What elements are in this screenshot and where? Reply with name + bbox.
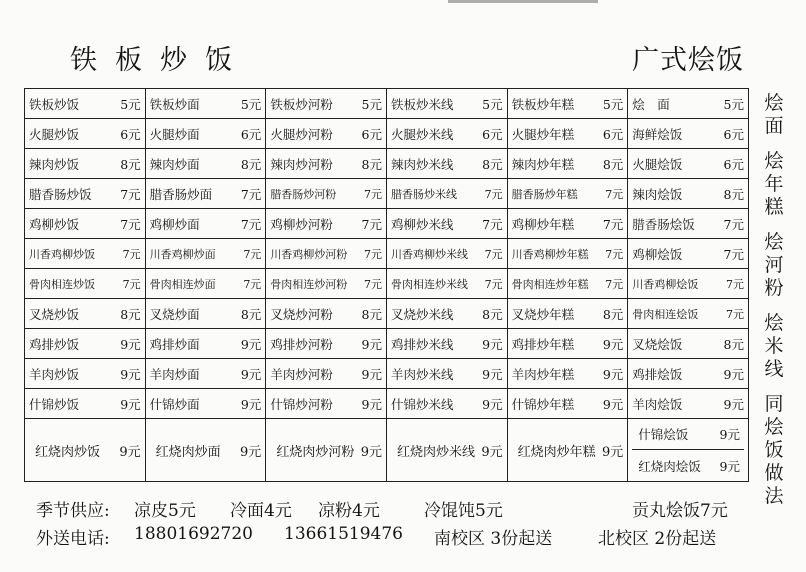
item-price: 9元 (482, 396, 503, 412)
menu-row (25, 209, 749, 239)
item-name: 辣肉烩饭 (632, 186, 683, 202)
menu-item (25, 239, 146, 269)
item-price: 7元 (243, 247, 262, 261)
menu-item (266, 149, 387, 179)
item-name: 叉烧炒米线 (390, 306, 454, 322)
item-name: 鸡排烩饭 (632, 366, 683, 382)
item-name: 火腿烩饭 (632, 156, 683, 172)
menu-item (507, 419, 628, 482)
menu-item (25, 209, 146, 239)
item-name: 叉烧炒年糕 (511, 306, 575, 322)
item-name: 羊肉炒河粉 (270, 366, 333, 382)
item-name: 鸡柳炒年糕 (511, 216, 575, 232)
item-name: 鸡排炒饭 (29, 336, 80, 352)
item-name: 鸡柳烩饭 (632, 246, 683, 262)
menu-table (24, 88, 749, 482)
side-note (760, 92, 788, 508)
item-name: 川香鸡柳炒河粉 (270, 247, 348, 261)
delivery-south: 南校区 3份起送 (434, 529, 553, 549)
item-name: 骨肉相连炒河粉 (270, 277, 348, 291)
item-price: 8元 (482, 156, 503, 172)
item-price: 9元 (719, 427, 740, 442)
menu-item (25, 119, 146, 149)
menu-item (628, 299, 749, 329)
menu-item (507, 89, 628, 119)
item-price: 5元 (723, 96, 744, 112)
item-name: 什锦炒饭 (29, 396, 80, 412)
phone-number: 18801692720 (134, 524, 253, 544)
item-name: 红烧肉炒饭 (35, 444, 101, 460)
item-name: 川香鸡柳炒面 (149, 247, 216, 261)
item-price: 7元 (363, 247, 382, 261)
item-name: 骨肉相连炒米线 (390, 277, 468, 291)
item-price: 6元 (723, 156, 744, 172)
menu-item (266, 209, 387, 239)
menu-item (25, 359, 146, 389)
item-name: 鸡柳炒河粉 (270, 216, 333, 232)
item-name: 腊香肠炒面 (149, 186, 213, 202)
menu-item (386, 389, 507, 419)
item-price: 9元 (120, 366, 141, 382)
seasonal-label: 季节供应: (36, 501, 110, 521)
item-name: 鸡排炒年糕 (511, 336, 575, 352)
item-price: 9元 (361, 396, 382, 412)
menu-item (628, 89, 749, 119)
item-price: 9元 (240, 396, 262, 412)
item-price: 8元 (240, 306, 262, 322)
title-cantonese-stewed-rice: 广式烩饭 (632, 45, 744, 76)
menu-item (507, 359, 628, 389)
item-price: 7元 (484, 277, 503, 291)
item-price: 9元 (120, 336, 141, 352)
delivery-north: 北校区 2份起送 (598, 529, 717, 549)
menu-row (25, 269, 749, 299)
item-price: 9元 (723, 366, 744, 382)
menu-item (266, 299, 387, 329)
item-name: 火腿炒面 (149, 126, 200, 142)
item-name: 叉烧烩饭 (632, 336, 683, 352)
item-price: 6元 (723, 126, 744, 142)
menu-item (266, 89, 387, 119)
item-price: 9元 (240, 366, 262, 382)
item-name: 鸡柳炒饭 (29, 216, 80, 232)
item-name: 什锦炒米线 (390, 396, 454, 412)
item-price: 9元 (361, 366, 382, 382)
item-price: 8元 (240, 156, 262, 172)
phone-number: 13661519476 (284, 524, 403, 544)
side-note-item: 烩年糕 (764, 150, 784, 218)
menu-item (25, 389, 146, 419)
menu-item (632, 450, 744, 481)
item-price: 7元 (122, 277, 141, 291)
side-note-item: 同烩饭做法 (764, 393, 784, 507)
menu-item (628, 179, 749, 209)
item-price: 8元 (482, 306, 503, 322)
menu-row (25, 359, 749, 389)
menu-item (632, 419, 744, 450)
item-name: 腊香肠炒饭 (29, 186, 92, 202)
item-name: 川香鸡柳炒饭 (29, 247, 95, 261)
item-price: 7元 (243, 277, 262, 291)
item-price: 7元 (605, 277, 624, 291)
menu-item (25, 269, 146, 299)
menu-item (145, 269, 266, 299)
item-price: 8元 (602, 306, 624, 322)
menu-item (507, 209, 628, 239)
item-price: 9元 (602, 336, 624, 352)
item-name: 叉烧炒饭 (29, 306, 80, 322)
menu-item (386, 89, 507, 119)
menu-item (25, 179, 146, 209)
menu-row (25, 179, 749, 209)
menu-item (386, 359, 507, 389)
menu-row (25, 119, 749, 149)
item-name: 什锦炒河粉 (270, 396, 333, 412)
item-price: 9元 (240, 444, 262, 460)
item-price: 7元 (120, 186, 141, 202)
item-price: 7元 (363, 187, 382, 201)
menu-row (25, 239, 749, 269)
item-price: 8元 (361, 156, 382, 172)
item-name: 辣肉炒面 (149, 156, 200, 172)
item-name: 红烧肉炒河粉 (276, 444, 355, 460)
menu-item (507, 179, 628, 209)
menu-item (628, 329, 749, 359)
item-name: 鸡排炒面 (149, 336, 200, 352)
menu-item (386, 149, 507, 179)
menu-item (266, 359, 387, 389)
item-price: 6元 (240, 126, 262, 142)
item-price: 8元 (361, 306, 382, 322)
side-note-item: 烩面 (764, 92, 784, 137)
item-price: 8元 (120, 156, 141, 172)
item-price: 7元 (122, 247, 141, 261)
menu-item (628, 119, 749, 149)
menu-item (507, 149, 628, 179)
title-fried-rice: 铁板炒饭 (70, 45, 250, 76)
item-name: 鸡柳炒面 (149, 216, 200, 232)
menu-item (386, 179, 507, 209)
item-name: 海鲜烩饭 (632, 126, 683, 142)
item-price: 5元 (240, 96, 262, 112)
menu-row (25, 419, 749, 482)
item-price: 7元 (484, 247, 503, 261)
side-note-item: 烩河粉 (764, 231, 784, 299)
menu-item (507, 269, 628, 299)
item-price: 7元 (240, 186, 262, 202)
item-price: 9元 (602, 366, 624, 382)
menu-item (386, 329, 507, 359)
item-name: 辣肉炒饭 (29, 156, 80, 172)
menu-item (386, 239, 507, 269)
menu-item (266, 269, 387, 299)
seasonal-item: 凉粉4元 (318, 501, 380, 521)
menu-item (507, 329, 628, 359)
menu-item (145, 329, 266, 359)
menu-item (266, 179, 387, 209)
menu-item (25, 149, 146, 179)
item-name: 烩 面 (632, 96, 670, 112)
item-price: 9元 (482, 336, 503, 352)
menu-item (507, 389, 628, 419)
item-name: 火腿炒河粉 (270, 126, 333, 142)
item-name: 辣肉炒河粉 (270, 156, 333, 172)
menu-item (145, 119, 266, 149)
menu-item (145, 209, 266, 239)
special-item: 贡丸烩饭7元 (632, 501, 728, 521)
item-price: 7元 (363, 277, 382, 291)
item-price: 9元 (723, 396, 744, 412)
menu-item (266, 419, 387, 482)
item-price: 9元 (482, 366, 503, 382)
item-name: 羊肉炒饭 (29, 366, 80, 382)
menu-item (386, 299, 507, 329)
item-name: 铁板炒饭 (29, 96, 80, 112)
item-price: 9元 (602, 444, 624, 460)
item-price: 5元 (602, 96, 624, 112)
item-name: 火腿炒米线 (390, 126, 454, 142)
menu-item (628, 209, 749, 239)
item-price: 9元 (602, 396, 624, 412)
phone-label: 外送电话: (36, 529, 110, 549)
item-name: 什锦炒面 (149, 396, 200, 412)
item-price: 7元 (240, 216, 262, 232)
menu-item (507, 119, 628, 149)
seasonal-item: 冷馄饨5元 (424, 501, 503, 521)
item-name: 川香鸡柳烩饭 (632, 277, 699, 291)
item-name: 铁板炒米线 (390, 96, 454, 112)
item-name: 铁板炒面 (149, 96, 200, 112)
menu-item (145, 239, 266, 269)
scan-artifact (448, 0, 598, 3)
item-price: 8元 (602, 156, 624, 172)
item-name: 骨肉相连炒饭 (29, 277, 95, 291)
item-name: 骨肉相连炒面 (149, 277, 216, 291)
menu-item (628, 149, 749, 179)
menu-item (507, 239, 628, 269)
item-name: 叉烧炒面 (149, 306, 200, 322)
item-name: 鸡排炒米线 (390, 336, 454, 352)
item-price: 7元 (482, 216, 503, 232)
menu-row (25, 149, 749, 179)
item-price: 9元 (481, 444, 503, 460)
item-price: 5元 (482, 96, 503, 112)
menu-item (266, 329, 387, 359)
item-price: 8元 (120, 306, 141, 322)
item-name: 铁板炒河粉 (270, 96, 333, 112)
menu-item (266, 119, 387, 149)
menu-item (628, 269, 749, 299)
menu-item (386, 269, 507, 299)
item-price: 9元 (719, 458, 740, 474)
menu-item (145, 389, 266, 419)
item-name: 腊香肠烩饭 (632, 216, 695, 232)
item-name: 火腿炒饭 (29, 126, 80, 142)
item-name: 羊肉炒年糕 (511, 366, 575, 382)
item-price: 9元 (360, 444, 382, 460)
menu-item-split (628, 419, 749, 482)
menu-item (628, 359, 749, 389)
item-price: 5元 (361, 96, 382, 112)
item-name: 叉烧炒河粉 (270, 306, 333, 322)
item-price: 6元 (361, 126, 382, 142)
menu-item (145, 89, 266, 119)
menu-row (25, 89, 749, 119)
item-name: 羊肉炒米线 (390, 366, 454, 382)
menu-item (628, 239, 749, 269)
item-name: 腊香肠炒米线 (390, 187, 457, 201)
item-name: 鸡柳炒米线 (390, 216, 454, 232)
menu-item (386, 419, 507, 482)
item-price: 7元 (726, 307, 744, 321)
side-note-item: 烩米线 (764, 312, 784, 380)
item-name: 羊肉炒面 (149, 366, 200, 382)
seasonal-item: 冷面4元 (230, 501, 292, 521)
menu-item (25, 329, 146, 359)
item-price: 7元 (120, 216, 141, 232)
menu-item (145, 359, 266, 389)
menu-item (386, 119, 507, 149)
item-price: 7元 (361, 216, 382, 232)
item-name: 鸡排炒河粉 (270, 336, 333, 352)
item-price: 7元 (602, 216, 624, 232)
item-price: 7元 (726, 277, 744, 291)
item-price: 7元 (723, 246, 744, 262)
item-name: 红烧肉炒米线 (396, 444, 475, 460)
item-name: 红烧肉炒面 (155, 444, 221, 460)
menu-item (25, 299, 146, 329)
menu-item (386, 209, 507, 239)
item-name: 川香鸡柳炒年糕 (511, 247, 589, 261)
menu-row (25, 299, 749, 329)
item-name: 骨肉相连炒年糕 (511, 277, 589, 291)
item-price: 6元 (120, 126, 141, 142)
item-price: 6元 (602, 126, 624, 142)
item-price: 9元 (119, 444, 141, 460)
item-price: 7元 (484, 187, 503, 201)
menu-item (507, 299, 628, 329)
menu-item (266, 389, 387, 419)
item-name: 羊肉烩饭 (632, 396, 683, 412)
item-name: 腊香肠炒年糕 (511, 187, 578, 201)
menu-row (25, 389, 749, 419)
menu-item (25, 419, 146, 482)
item-price: 6元 (482, 126, 503, 142)
item-price: 9元 (120, 396, 141, 412)
item-name: 辣肉炒米线 (390, 156, 454, 172)
item-price: 8元 (723, 186, 744, 202)
item-name: 铁板炒年糕 (511, 96, 575, 112)
seasonal-item: 凉皮5元 (134, 501, 196, 521)
item-price: 8元 (723, 336, 744, 352)
item-name: 骨肉相连烩饭 (632, 307, 699, 321)
item-price: 7元 (723, 216, 744, 232)
item-price: 7元 (605, 247, 624, 261)
menu-item (628, 389, 749, 419)
item-price: 9元 (240, 336, 262, 352)
item-name: 腊香肠炒河粉 (270, 187, 337, 201)
menu-item (145, 419, 266, 482)
item-name: 川香鸡柳炒米线 (390, 247, 468, 261)
menu-item (145, 299, 266, 329)
item-name: 什锦烩饭 (638, 427, 689, 442)
item-price: 7元 (605, 187, 624, 201)
item-name: 火腿炒年糕 (511, 126, 575, 142)
menu-item (266, 239, 387, 269)
menu-item (145, 149, 266, 179)
menu-item (25, 89, 146, 119)
item-name: 红烧肉炒年糕 (517, 444, 596, 460)
item-name: 红烧肉烩饭 (638, 458, 701, 474)
menu-row (25, 329, 749, 359)
item-price: 9元 (361, 336, 382, 352)
item-name: 什锦炒年糕 (511, 396, 575, 412)
menu-item (145, 179, 266, 209)
item-price: 5元 (120, 96, 141, 112)
item-name: 辣肉炒年糕 (511, 156, 575, 172)
